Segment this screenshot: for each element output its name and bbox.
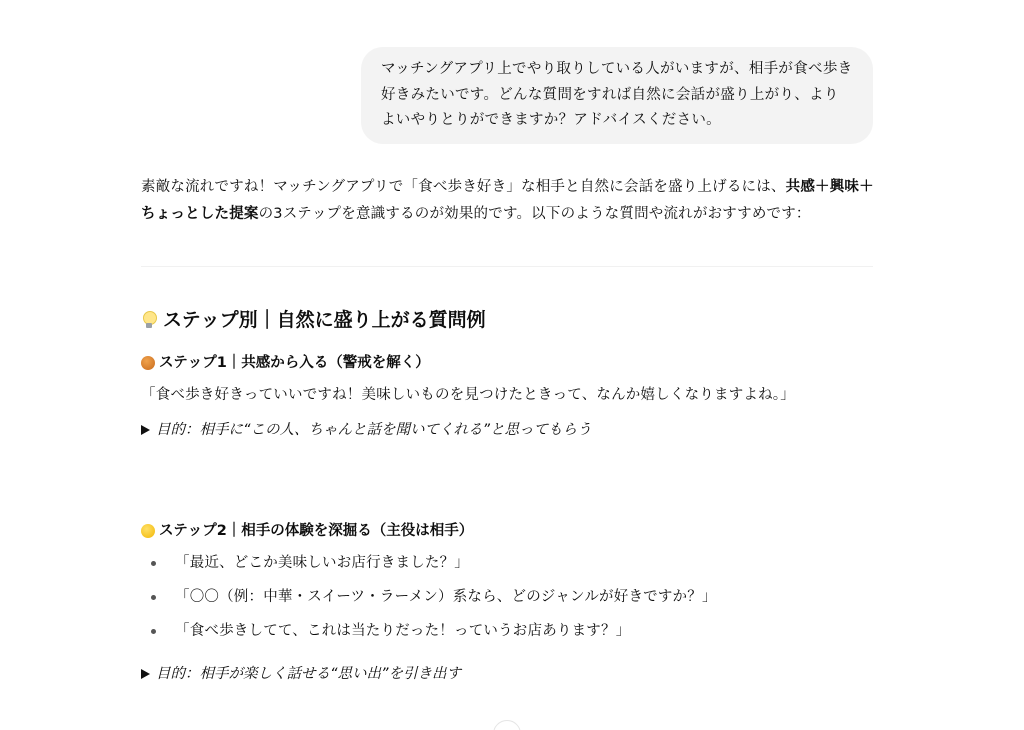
answer-intro [141,174,881,228]
step1-purpose-text: 目的：相手に“この人、ちゃんと話を聞いてくれる”と思ってもらう [156,422,592,438]
intro-text-end: の3ステップを意識するのが効果的です。以下のような質問や流れがおすすめです： [258,206,811,222]
assistant-answer [141,174,881,228]
play-arrow-icon [141,669,150,679]
section-divider [141,266,873,267]
step2-purpose [141,663,461,685]
step2-purpose-text: 目的：相手が楽しく話せる“思い出”を引き出す [156,666,462,682]
list-item: 「食べ歩きしてて、これは当たりだった！っていうお店あります？」 [141,620,717,654]
step2-heading [141,520,473,542]
step2-heading-text: ステップ2｜相手の体験を深掘る（主役は相手） [159,523,474,539]
list-item: 「〇〇（例：中華・スイーツ・ラーメン）系なら、どのジャンルが好きですか？」 [141,586,717,620]
step1-purpose [141,419,592,441]
scroll-down-button[interactable] [493,720,521,730]
lightbulb-icon [141,310,157,330]
play-arrow-icon [141,425,150,435]
section-heading [141,306,486,334]
step1-quote: 「食べ歩き好きっていいですね！美味しいものを見つけたときって、なんか嬉しくなりますよね。」 [141,387,795,403]
intro-text-start: 素敵な流れですね！マッチングアプリで「食べ歩き好き」な相手と自然に会話を盛り上げるには、 [141,179,786,195]
intro-bold-text: 共感＋興味＋ちょっとした提案 [141,179,874,222]
section-heading-text: ステップ別｜自然に盛り上がる質問例 [163,309,486,331]
step1-heading-text: ステップ1｜共感から入る（警戒を解く） [159,355,430,371]
step2-question-list [141,552,717,654]
orange-circle-icon [141,356,155,370]
yellow-circle-icon [141,524,155,538]
user-message-text: マッチングアプリ上でやり取りしている人がいますが、相手が食べ歩き好きみたいです。どんな質問をすれば自然に会話が盛り上がり、よりよいやりとりができますか？アドバイスください。 [381,61,853,128]
list-item: 「最近、どこか美味しいお店行きました？」 [141,552,717,586]
step1-heading [141,352,430,374]
user-message-bubble [361,47,873,144]
